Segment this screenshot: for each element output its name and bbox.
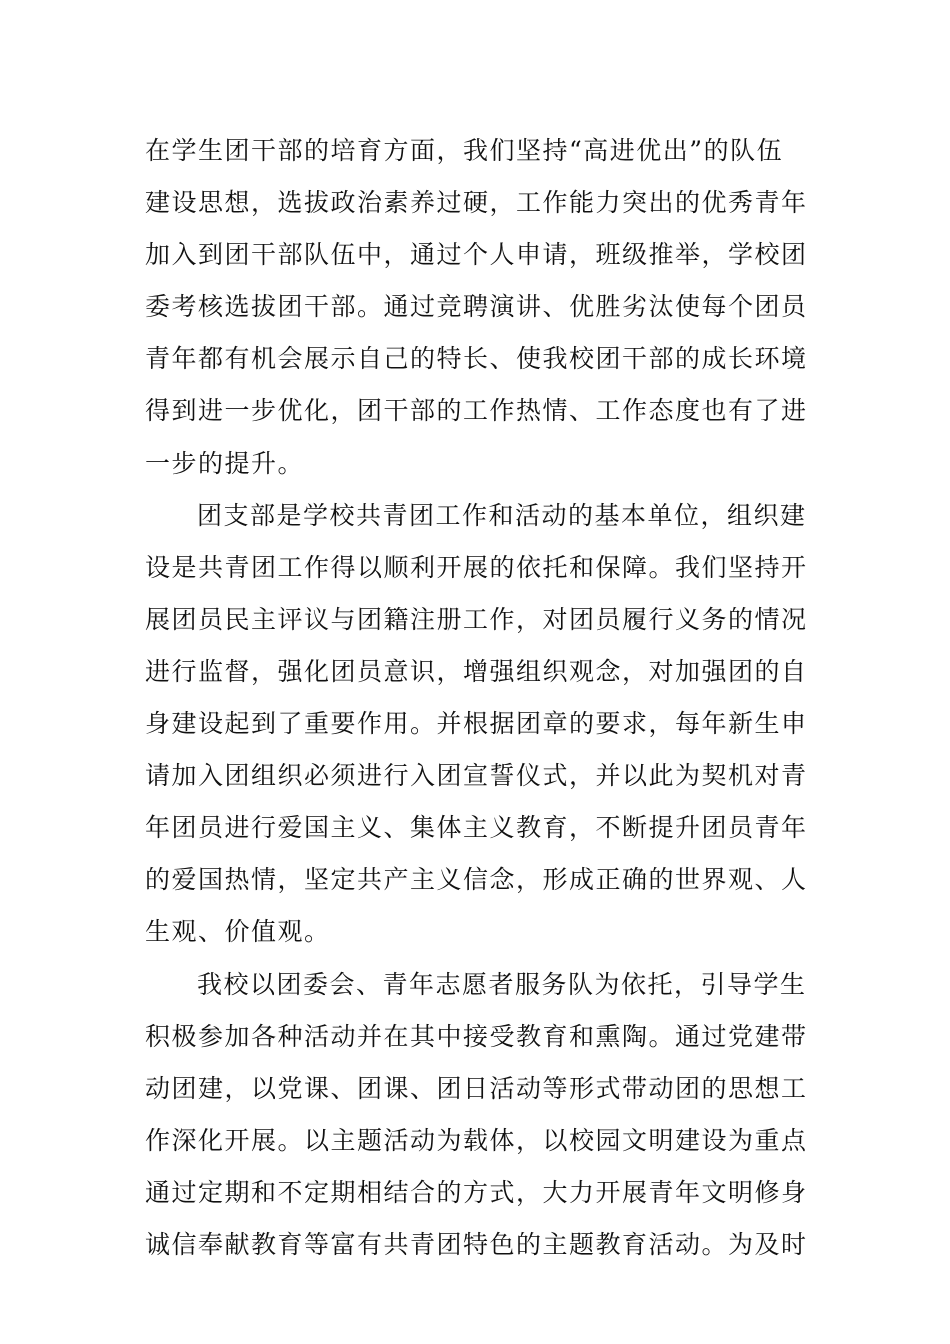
text-line: 青年都有机会展示自己的特长、使我校团干部的成长环境 (145, 344, 808, 374)
text-line: 一步的提升。 (145, 448, 305, 478)
document-body (145, 125, 810, 1271)
text-line: 的爱国热情，坚定共产主义信念，形成正确的世界观、人 (145, 865, 808, 895)
paragraph-start-line: 我校以团委会、青年志愿者服务队为依托，引导学生 (197, 969, 807, 999)
text-line: 加入到团干部队伍中，通过个人申请，班级推举，学校团 (145, 240, 808, 270)
text-line: 请加入团组织必须进行入团宣誓仪式，并以此为契机对青 (145, 761, 808, 791)
text-line: 诚信奉献教育等富有共青团特色的主题教育活动。为及时 (145, 1229, 808, 1259)
text-line: 进行监督，强化团员意识，增强组织观念，对加强团的自 (145, 656, 808, 686)
paragraph-start-line: 团支部是学校共青团工作和活动的基本单位，组织建 (197, 500, 807, 530)
text-line: 作深化开展。以主题活动为载体，以校园文明建设为重点 (145, 1125, 808, 1155)
text-line: 年团员进行爱国主义、集体主义教育，不断提升团员青年 (145, 813, 808, 843)
text-line: 委考核选拔团干部。通过竞聘演讲、优胜劣汰使每个团员 (145, 292, 808, 322)
text-line: 展团员民主评议与团籍注册工作，对团员履行义务的情况 (145, 604, 808, 634)
text-line: 在学生团干部的培育方面，我们坚持“高进优出”的队伍 (145, 136, 784, 165)
text-line: 生观、价值观。 (145, 917, 331, 947)
text-line: 积极参加各种活动并在其中接受教育和熏陶。通过党建带 (145, 1021, 808, 1051)
text-line: 建设思想，选拔政治素养过硬，工作能力突出的优秀青年 (145, 188, 808, 218)
text-line: 通过定期和不定期相结合的方式，大力开展青年文明修身 (145, 1177, 808, 1207)
text-line: 设是共青团工作得以顺利开展的依托和保障。我们坚持开 (145, 552, 808, 582)
text-line: 动团建，以党课、团课、团日活动等形式带动团的思想工 (145, 1073, 808, 1103)
text-line: 身建设起到了重要作用。并根据团章的要求，每年新生申 (145, 709, 808, 739)
text-line: 得到进一步优化，团干部的工作热情、工作态度也有了进 (145, 396, 808, 426)
